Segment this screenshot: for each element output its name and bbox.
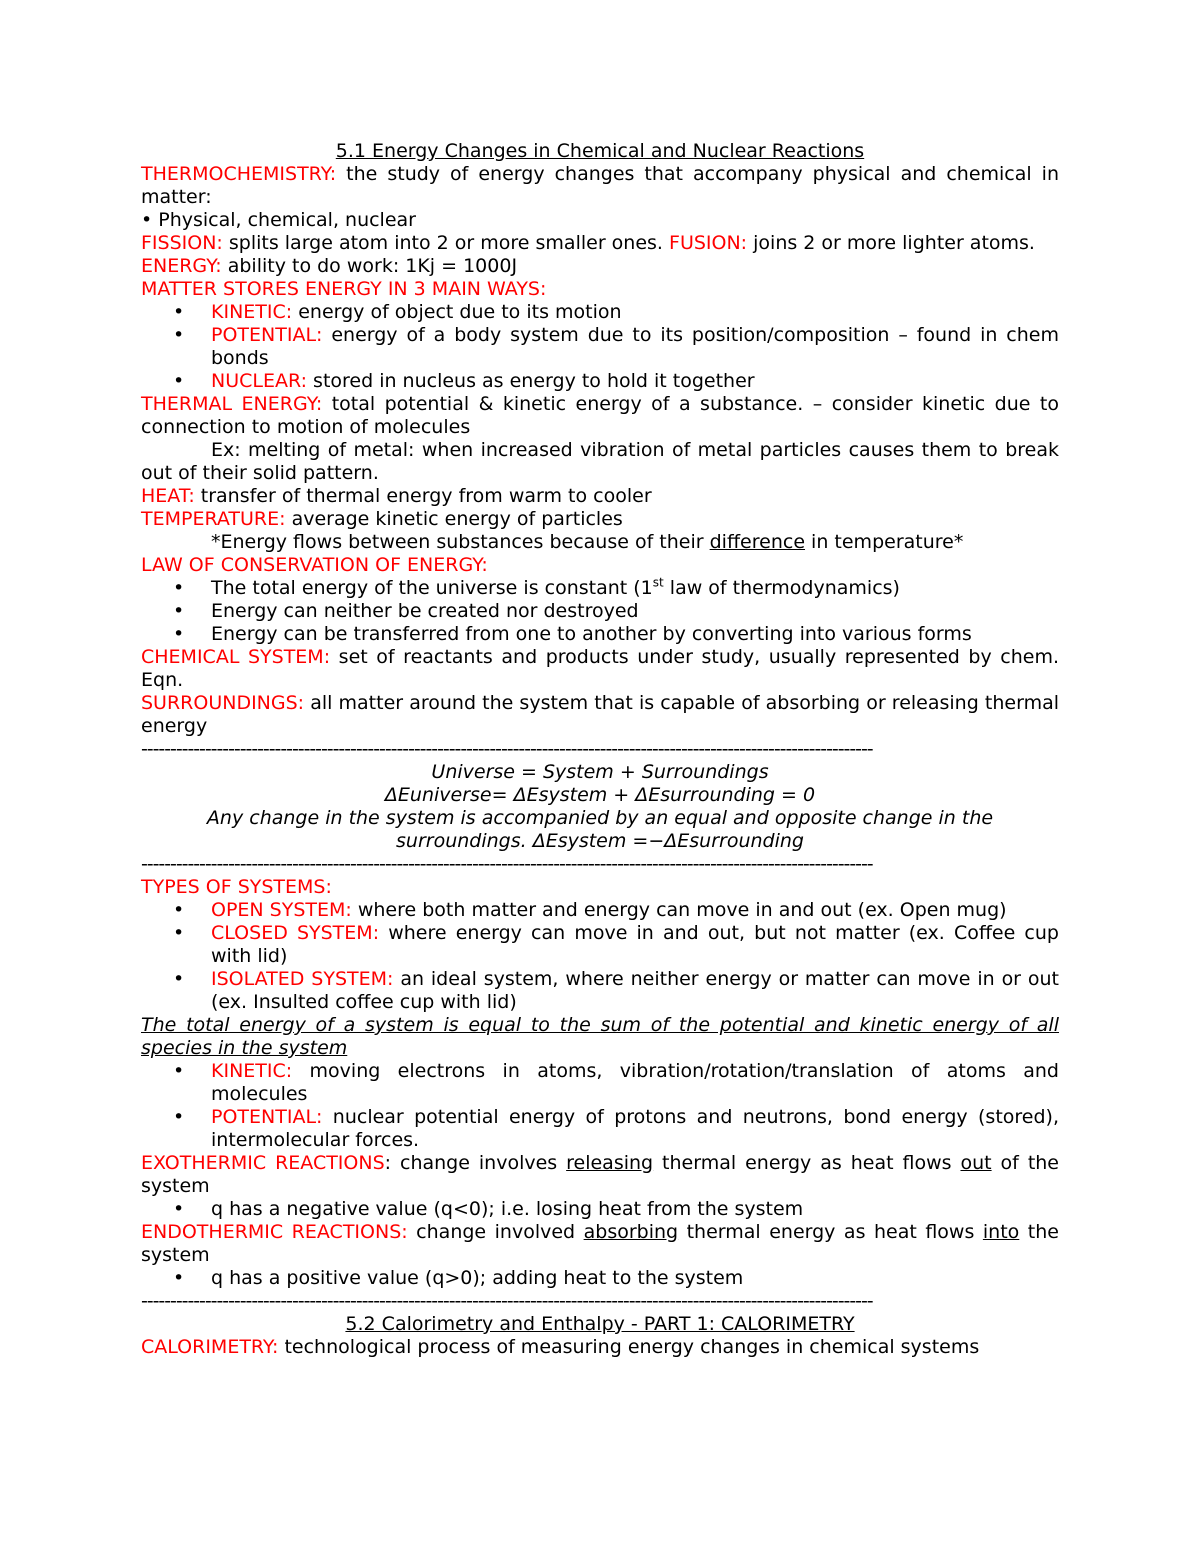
bullet-icon: • [173, 623, 185, 645]
term: FUSION: [669, 232, 748, 254]
definition: ability to do work: 1Kj = 1000J [221, 255, 518, 277]
list-item [141, 577, 1059, 600]
dashed-divider: ------------------------------------------------------------------------------------------------------------------------------ [141, 738, 873, 760]
term: THERMAL ENERGY: [141, 393, 323, 415]
bullet-icon: • [173, 1106, 185, 1128]
bullet-icon: • [173, 1060, 185, 1082]
thermal-example: Ex: melting of metal: when increased vibration of metal particles causes them to break out of their solid pattern. [141, 439, 1059, 484]
calorimetry-definition [141, 1336, 1059, 1359]
list-item [141, 1267, 1059, 1290]
text: q has a negative value (q<0); i.e. losing heat from the system [211, 1198, 804, 1220]
list-item [141, 1060, 1059, 1106]
term: TEMPERATURE: [141, 508, 286, 530]
exothermic-definition [141, 1152, 1059, 1198]
definition: energy of object due to its motion [292, 301, 622, 323]
equation-statement: Any change in the system is accompanied by an equal and opposite change in the surroundings. ΔEsystem =−ΔEsurrounding [206, 807, 994, 852]
term: OPEN SYSTEM: [211, 899, 352, 921]
underlined-text: difference [709, 531, 806, 553]
bullet-icon: • [173, 600, 185, 622]
types-heading: TYPES OF SYSTEMS: [141, 876, 332, 898]
bullet-icon: • [173, 922, 185, 944]
text: the system [141, 1221, 1059, 1266]
term: CHEMICAL SYSTEM: [141, 646, 331, 668]
definition: technological process of measuring energy changes in chemical systems [278, 1336, 980, 1358]
definition: total potential & kinetic energy of a substance. – consider kinetic due to connection to motion of molecules [141, 393, 1059, 438]
dashed-divider: ------------------------------------------------------------------------------------------------------------------------------ [141, 853, 873, 875]
definition: average kinetic energy of particles [285, 508, 623, 530]
definition: splits large atom into 2 or more smaller ones. [222, 232, 670, 254]
term: FISSION: [141, 232, 223, 254]
total-energy-statement: The total energy of a system is equal to the sum of the potential and kinetic energy of all species in the system [141, 1014, 1059, 1059]
definition: all matter around the system that is capable of absorbing or releasing thermal energy [141, 692, 1059, 737]
text: q has a positive value (q>0); adding heat to the system [211, 1267, 744, 1289]
superscript: st [652, 575, 664, 590]
definition: joins 2 or more lighter atoms. [747, 232, 1035, 254]
bullet-icon: • [173, 577, 185, 599]
document-page [141, 140, 1059, 1359]
list-item [141, 968, 1059, 1014]
exothermic-list [141, 1198, 1059, 1221]
term: EXOTHERMIC REACTIONS [141, 1152, 385, 1174]
endothermic-list [141, 1267, 1059, 1290]
chemical-system-definition [141, 646, 1059, 692]
term: KINETIC: [211, 1060, 293, 1082]
bullet-icon: • [173, 301, 185, 323]
energy-definition [141, 255, 1059, 278]
definition: set of reactants and products under study, usually represented by chem. Eqn. [141, 646, 1059, 691]
list-item [141, 1198, 1059, 1221]
bullet-icon: • [173, 324, 185, 346]
underlined-text: out [960, 1152, 992, 1174]
underlined-text: releasing [566, 1152, 654, 1174]
text: : [384, 1152, 392, 1174]
bullet-icon: • [173, 968, 185, 990]
plain-bullet: • Physical, chemical, nuclear [141, 209, 416, 231]
equation-universe: Universe = System + Surroundings [431, 761, 769, 783]
text: change involved [407, 1221, 584, 1243]
term: POTENTIAL: [211, 1106, 323, 1128]
temperature-definition [141, 508, 1059, 531]
list-item [141, 922, 1059, 968]
term: SURROUNDINGS: [141, 692, 305, 714]
list-item [141, 1106, 1059, 1152]
text: Energy can be transferred from one to another by converting into various forms [211, 623, 972, 645]
text: in temperature* [805, 531, 964, 553]
term: ENERGY: [141, 255, 222, 277]
law-heading: LAW OF CONSERVATION OF ENERGY: [141, 554, 488, 576]
dashed-divider: ------------------------------------------------------------------------------------------------------------------------------ [141, 1290, 873, 1312]
text: of the system [141, 1152, 1059, 1197]
energy-flow-note [141, 531, 1059, 554]
definition: stored in nucleus as energy to hold it together [307, 370, 755, 392]
section-title-5-1: 5.1 Energy Changes in Chemical and Nuclear Reactions [335, 140, 865, 162]
endothermic-definition [141, 1221, 1059, 1267]
term: ENDOTHERMIC REACTIONS: [141, 1221, 408, 1243]
definition: nuclear potential energy of protons and neutrons, bond energy (stored), intermolecular forces. [211, 1106, 1059, 1151]
term: THERMOCHEMISTRY: [141, 163, 337, 185]
surroundings-definition [141, 692, 1059, 738]
definition: the study of energy changes that accompany physical and chemical in matter: [141, 163, 1059, 208]
term: ISOLATED SYSTEM: [211, 968, 394, 990]
bullet-icon: • [173, 1267, 185, 1289]
definition: where both matter and energy can move in and out (ex. Open mug) [351, 899, 1007, 921]
definition: energy of a body system due to its position/composition – found in chem bonds [211, 324, 1059, 369]
section-title-5-2: 5.2 Calorimetry and Enthalpy - PART 1: CALORIMETRY [345, 1313, 855, 1335]
text: change involves [391, 1152, 567, 1174]
definition: where energy can move in and out, but not matter (ex. Coffee cup with lid) [211, 922, 1059, 967]
thermal-energy-definition [141, 393, 1059, 439]
term: POTENTIAL: [211, 324, 323, 346]
bullet-icon: • [173, 370, 185, 392]
term: CALORIMETRY: [141, 1336, 279, 1358]
heat-definition [141, 485, 1059, 508]
underlined-text: into [982, 1221, 1020, 1243]
text: *Energy flows between substances because of their [211, 531, 710, 553]
text: thermal energy as heat flows [653, 1152, 961, 1174]
text: law of thermodynamics) [663, 577, 900, 599]
term: NUCLEAR: [211, 370, 307, 392]
law-list [141, 577, 1059, 646]
list-item [141, 623, 1059, 646]
list-item [141, 899, 1059, 922]
bullet-icon: • [173, 899, 185, 921]
energy-ways-list [141, 301, 1059, 393]
equation-delta-e: ΔEuniverse= ΔEsystem + ΔEsurrounding = 0 [384, 784, 816, 806]
definition: moving electrons in atoms, vibration/rotation/translation of atoms and molecules [211, 1060, 1059, 1105]
systems-list [141, 899, 1059, 1014]
term: HEAT: [141, 485, 195, 507]
species-list [141, 1060, 1059, 1152]
list-item [141, 324, 1059, 370]
matter-stores-heading: MATTER STORES ENERGY IN 3 MAIN WAYS: [141, 278, 547, 300]
text: thermal energy as heat flows [678, 1221, 983, 1243]
list-item [141, 301, 1059, 324]
text: The total energy of the universe is constant (1 [211, 577, 653, 599]
bullet-icon: • [173, 1198, 185, 1220]
thermochemistry-definition [141, 163, 1059, 209]
term: KINETIC: [211, 301, 293, 323]
underlined-text: absorbing [583, 1221, 679, 1243]
term: CLOSED SYSTEM: [211, 922, 380, 944]
list-item [141, 600, 1059, 623]
list-item [141, 370, 1059, 393]
definition: an ideal system, where neither energy or matter can move in or out (ex. Insulted coffee cup with lid) [211, 968, 1060, 1013]
text: Energy can neither be created nor destroyed [211, 600, 639, 622]
fission-fusion-definition [141, 232, 1059, 255]
definition: transfer of thermal energy from warm to cooler [194, 485, 652, 507]
